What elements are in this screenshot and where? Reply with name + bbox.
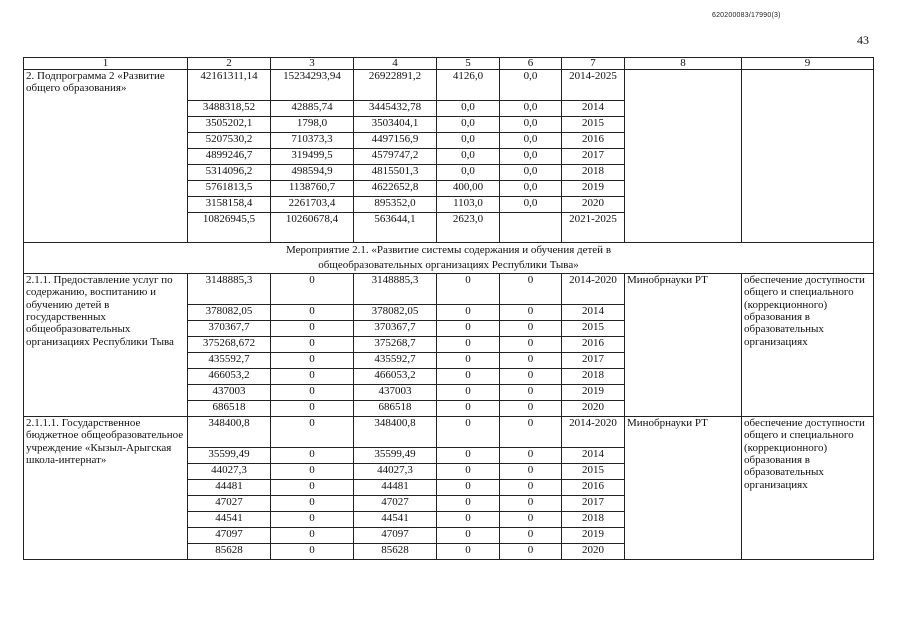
column-number-row xyxy=(24,58,874,70)
column-number: 9 xyxy=(742,58,874,70)
document-id: 620200083/17990(3) xyxy=(712,12,781,19)
value-cell: 85628 xyxy=(354,544,437,560)
year-cell: 2014-2020 xyxy=(562,274,625,305)
value-cell: 437003 xyxy=(354,385,437,401)
column-number: 8 xyxy=(625,58,742,70)
value-cell: 686518 xyxy=(354,401,437,417)
column-number: 2 xyxy=(188,58,271,70)
value-cell: 0 xyxy=(271,512,354,528)
value-cell: 0,0 xyxy=(437,149,500,165)
value-cell: 0,0 xyxy=(437,101,500,117)
table-row xyxy=(24,70,874,101)
year-cell: 2014 xyxy=(562,305,625,321)
value-cell: 370367,7 xyxy=(188,321,271,337)
year-cell: 2020 xyxy=(562,544,625,560)
column-number: 5 xyxy=(437,58,500,70)
value-cell xyxy=(500,213,562,243)
value-cell: 4126,0 xyxy=(437,70,500,101)
value-cell: 0 xyxy=(271,496,354,512)
value-cell: 0,0 xyxy=(500,70,562,101)
value-cell: 47027 xyxy=(354,496,437,512)
column-number: 6 xyxy=(500,58,562,70)
value-cell: 35599,49 xyxy=(188,448,271,464)
column-number: 3 xyxy=(271,58,354,70)
value-cell: 466053,2 xyxy=(354,369,437,385)
budget-table xyxy=(23,57,874,560)
executor-cell: Минобрнауки РТ xyxy=(625,417,742,560)
value-cell: 3148885,3 xyxy=(354,274,437,305)
value-cell: 0 xyxy=(500,512,562,528)
value-cell: 0 xyxy=(437,464,500,480)
table-row xyxy=(24,274,874,305)
value-cell: 0 xyxy=(500,337,562,353)
row-name: 2.1.1.1. Государственное бюджетное общеобразовательное учреждение «Кызыл-Арыгская школа-интернат» xyxy=(24,417,188,560)
value-cell: 3503404,1 xyxy=(354,117,437,133)
value-cell: 0,0 xyxy=(500,133,562,149)
value-cell: 2623,0 xyxy=(437,213,500,243)
value-cell: 4899246,7 xyxy=(188,149,271,165)
result-cell: обеспечение доступности общего и специального (коррекционного) образования в образовательных организациях xyxy=(742,274,874,417)
value-cell: 710373,3 xyxy=(271,133,354,149)
value-cell: 0,0 xyxy=(500,149,562,165)
value-cell: 0 xyxy=(271,401,354,417)
value-cell: 44027,3 xyxy=(188,464,271,480)
value-cell: 0 xyxy=(271,369,354,385)
value-cell: 375268,672 xyxy=(188,337,271,353)
year-cell: 2018 xyxy=(562,512,625,528)
table-row xyxy=(24,417,874,448)
value-cell: 0 xyxy=(271,305,354,321)
value-cell: 3158158,4 xyxy=(188,197,271,213)
value-cell: 0 xyxy=(500,464,562,480)
value-cell: 5314096,2 xyxy=(188,165,271,181)
value-cell: 0 xyxy=(271,528,354,544)
value-cell: 1138760,7 xyxy=(271,181,354,197)
value-cell: 0,0 xyxy=(500,165,562,181)
value-cell: 0 xyxy=(271,321,354,337)
value-cell: 0 xyxy=(500,448,562,464)
value-cell: 0 xyxy=(437,512,500,528)
value-cell: 2261703,4 xyxy=(271,197,354,213)
value-cell: 0 xyxy=(500,385,562,401)
value-cell: 0,0 xyxy=(500,197,562,213)
value-cell: 44481 xyxy=(188,480,271,496)
value-cell: 435592,7 xyxy=(354,353,437,369)
page-number: 43 xyxy=(857,33,869,47)
value-cell: 44481 xyxy=(354,480,437,496)
value-cell: 0,0 xyxy=(437,133,500,149)
year-cell: 2015 xyxy=(562,464,625,480)
value-cell: 0 xyxy=(437,305,500,321)
value-cell: 0 xyxy=(437,401,500,417)
value-cell: 0 xyxy=(271,544,354,560)
value-cell: 42885,74 xyxy=(271,101,354,117)
value-cell: 370367,7 xyxy=(354,321,437,337)
year-cell: 2016 xyxy=(562,480,625,496)
value-cell: 0 xyxy=(500,321,562,337)
value-cell: 435592,7 xyxy=(188,353,271,369)
measure-row xyxy=(24,243,874,274)
value-cell: 47027 xyxy=(188,496,271,512)
value-cell: 0 xyxy=(437,528,500,544)
value-cell: 895352,0 xyxy=(354,197,437,213)
value-cell: 5761813,5 xyxy=(188,181,271,197)
value-cell: 4622652,8 xyxy=(354,181,437,197)
value-cell: 348400,8 xyxy=(188,417,271,448)
year-cell: 2014 xyxy=(562,101,625,117)
value-cell: 0,0 xyxy=(500,101,562,117)
value-cell: 0,0 xyxy=(437,165,500,181)
row-name: 2. Подпрограмма 2 «Развитие общего образования» xyxy=(24,70,188,243)
value-cell: 44027,3 xyxy=(354,464,437,480)
value-cell: 42161311,14 xyxy=(188,70,271,101)
value-cell: 319499,5 xyxy=(271,149,354,165)
year-cell: 2020 xyxy=(562,197,625,213)
value-cell: 0 xyxy=(271,417,354,448)
year-cell: 2017 xyxy=(562,149,625,165)
year-cell: 2020 xyxy=(562,401,625,417)
measure-title: Мероприятие 2.1. «Развитие системы содержания и обучения детей в общеобразовательных организациях Республики Тыва» xyxy=(24,243,874,274)
value-cell: 0 xyxy=(437,337,500,353)
value-cell: 0 xyxy=(500,401,562,417)
value-cell: 4497156,9 xyxy=(354,133,437,149)
value-cell: 3148885,3 xyxy=(188,274,271,305)
value-cell: 378082,05 xyxy=(354,305,437,321)
year-cell: 2015 xyxy=(562,321,625,337)
year-cell: 2017 xyxy=(562,353,625,369)
value-cell: 85628 xyxy=(188,544,271,560)
value-cell: 0 xyxy=(271,385,354,401)
value-cell: 0 xyxy=(271,448,354,464)
executor-cell: Минобрнауки РТ xyxy=(625,274,742,417)
year-cell: 2016 xyxy=(562,337,625,353)
value-cell: 0 xyxy=(271,480,354,496)
value-cell: 10826945,5 xyxy=(188,213,271,243)
year-cell: 2021-2025 xyxy=(562,213,625,243)
value-cell: 0 xyxy=(271,464,354,480)
value-cell: 3445432,78 xyxy=(354,101,437,117)
year-cell: 2018 xyxy=(562,369,625,385)
value-cell: 0 xyxy=(437,496,500,512)
value-cell: 0 xyxy=(437,448,500,464)
value-cell: 26922891,2 xyxy=(354,70,437,101)
value-cell: 3488318,52 xyxy=(188,101,271,117)
value-cell: 0,0 xyxy=(500,117,562,133)
value-cell: 0 xyxy=(437,385,500,401)
value-cell: 0 xyxy=(500,544,562,560)
value-cell: 0 xyxy=(271,353,354,369)
value-cell: 10260678,4 xyxy=(271,213,354,243)
year-cell: 2018 xyxy=(562,165,625,181)
value-cell: 0 xyxy=(500,480,562,496)
result-cell xyxy=(742,70,874,243)
value-cell: 4815501,3 xyxy=(354,165,437,181)
value-cell: 0 xyxy=(271,274,354,305)
column-number: 1 xyxy=(24,58,188,70)
value-cell: 563644,1 xyxy=(354,213,437,243)
value-cell: 0 xyxy=(437,274,500,305)
value-cell: 0 xyxy=(437,480,500,496)
value-cell: 47097 xyxy=(188,528,271,544)
column-number: 4 xyxy=(354,58,437,70)
value-cell: 0 xyxy=(437,353,500,369)
executor-cell xyxy=(625,70,742,243)
value-cell: 437003 xyxy=(188,385,271,401)
value-cell: 0 xyxy=(500,305,562,321)
value-cell: 0 xyxy=(500,496,562,512)
value-cell: 0 xyxy=(500,369,562,385)
value-cell: 0 xyxy=(437,417,500,448)
year-cell: 2015 xyxy=(562,117,625,133)
table-body xyxy=(24,58,874,560)
value-cell: 0 xyxy=(437,321,500,337)
value-cell: 0 xyxy=(500,274,562,305)
value-cell: 0 xyxy=(500,353,562,369)
year-cell: 2014 xyxy=(562,448,625,464)
value-cell: 0 xyxy=(500,528,562,544)
value-cell: 44541 xyxy=(354,512,437,528)
value-cell: 466053,2 xyxy=(188,369,271,385)
value-cell: 0 xyxy=(271,337,354,353)
year-cell: 2017 xyxy=(562,496,625,512)
row-name: 2.1.1. Предоставление услуг по содержанию, воспитанию и обучению детей в государственных общеобразовательных организациях Республики Тыва xyxy=(24,274,188,417)
year-cell: 2019 xyxy=(562,528,625,544)
year-cell: 2014-2020 xyxy=(562,417,625,448)
value-cell: 1103,0 xyxy=(437,197,500,213)
result-cell: обеспечение доступности общего и специального (коррекционного) образования в образовательных организациях xyxy=(742,417,874,560)
value-cell: 4579747,2 xyxy=(354,149,437,165)
year-cell: 2019 xyxy=(562,181,625,197)
value-cell: 44541 xyxy=(188,512,271,528)
value-cell: 47097 xyxy=(354,528,437,544)
year-cell: 2019 xyxy=(562,385,625,401)
value-cell: 3505202,1 xyxy=(188,117,271,133)
value-cell: 1798,0 xyxy=(271,117,354,133)
value-cell: 348400,8 xyxy=(354,417,437,448)
year-cell: 2016 xyxy=(562,133,625,149)
value-cell: 0,0 xyxy=(500,181,562,197)
value-cell: 0,0 xyxy=(437,117,500,133)
value-cell: 0 xyxy=(437,544,500,560)
value-cell: 15234293,94 xyxy=(271,70,354,101)
year-cell: 2014-2025 xyxy=(562,70,625,101)
value-cell: 5207530,2 xyxy=(188,133,271,149)
value-cell: 0 xyxy=(500,417,562,448)
value-cell: 400,00 xyxy=(437,181,500,197)
column-number: 7 xyxy=(562,58,625,70)
value-cell: 0 xyxy=(437,369,500,385)
value-cell: 378082,05 xyxy=(188,305,271,321)
value-cell: 35599,49 xyxy=(354,448,437,464)
value-cell: 375268,7 xyxy=(354,337,437,353)
value-cell: 686518 xyxy=(188,401,271,417)
value-cell: 498594,9 xyxy=(271,165,354,181)
